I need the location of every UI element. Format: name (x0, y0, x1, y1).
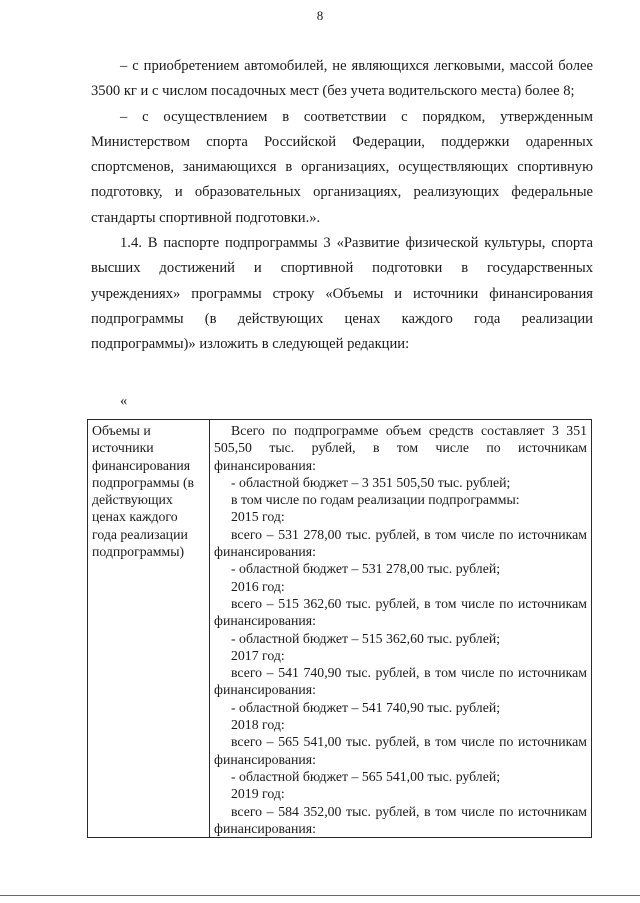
year-total: всего – 531 278,00 тыс. рублей, в том числе по источникам финансирования: (214, 526, 587, 560)
year-total: всего – 515 362,60 тыс. рублей, в том числе по источникам финансирования: (214, 595, 587, 629)
passport-table (87, 419, 592, 838)
year-heading: 2017 год: (231, 647, 285, 663)
year-regional-budget: - областной бюджет – 515 362,60 тыс. рублей; (231, 630, 501, 646)
year-regional-budget: - областной бюджет – 531 278,00 тыс. рублей; (231, 561, 501, 577)
paragraph-amendment-1-4: 1.4. В паспорте подпрограммы 3 «Развитие физической культуры, спорта высших достижений и спортивной подготовки в государственных учреждениях» программы строку «Объемы и источники финансирования подпрограммы (в действующих ценах каждого года реализации подпрограммы)» изложить в следующей редакции: (91, 235, 593, 353)
total-regional-budget: - областной бюджет – 3 351 505,50 тыс. рублей; (231, 474, 511, 490)
year-total: всего – 541 740,90 тыс. рублей, в том числе по источникам финансирования: (214, 665, 587, 698)
opening-quote-mark: « (120, 393, 128, 409)
years-intro: в том числе по годам реализации подпрограммы: (231, 492, 520, 508)
row-content-cell (210, 420, 592, 838)
year-regional-budget: - областной бюджет – 565 541,00 тыс. рублей; (231, 768, 501, 784)
year-heading: 2019 год: (231, 786, 285, 802)
year-heading: 2015 год: (231, 509, 285, 525)
year-total: всего – 584 352,00 тыс. рублей, в том числе по источникам финансирования: (214, 803, 587, 836)
paragraph-athletes-support: – с осуществлением в соответствии с порядком, утвержденным Министерством спорта Российской Федерации, поддержки одаренных спортсменов, занимающихся в организациях, осуществляющих спортивную подготовку, и образовательных организациях, реализующих федеральные стандарты спортивной подготовки.». (91, 108, 593, 226)
row-label-cell: Объемы и источники финансирования подпрограммы (в действующих ценах каждого года реализации подпрограммы) (88, 420, 210, 838)
page-number: 8 (316, 8, 324, 23)
paragraph-vehicles: – с приобретением автомобилей, не являющихся легковыми, массой более 3500 кг и с числом посадочных мест (без учета водительского места) более 8; (91, 58, 593, 100)
page-bottom-rule (0, 895, 640, 896)
table-row (88, 420, 592, 838)
year-heading: 2016 год: (231, 578, 285, 594)
year-regional-budget: - областной бюджет – 541 740,90 тыс. рублей; (231, 699, 501, 715)
body-text (91, 54, 593, 358)
total-volume-text: Всего по подпрограмме объем средств составляет 3 351 505,50 тыс. рублей, в том числе по источникам финансирования: (214, 423, 587, 473)
year-heading: 2018 год: (231, 717, 285, 733)
year-total: всего – 565 541,00 тыс. рублей, в том числе по источникам финансирования: (214, 734, 587, 767)
